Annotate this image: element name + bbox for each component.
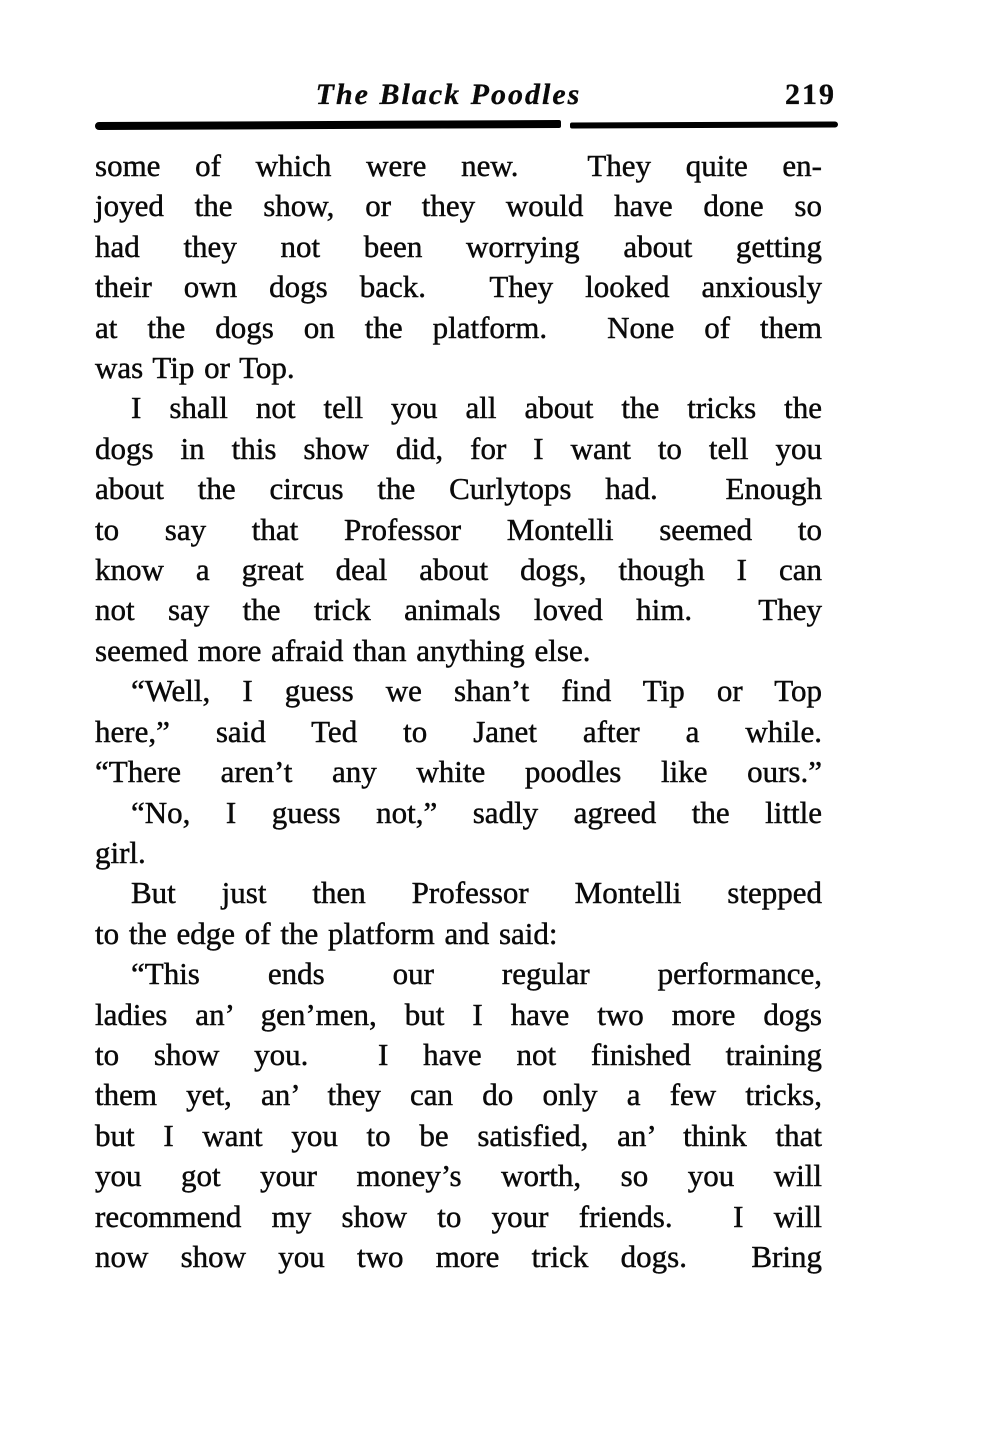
header-rule-right-segment — [570, 122, 838, 129]
text-line: But just then Professor Montelli stepped — [131, 875, 822, 911]
text-line: recommend my show to your friends. I will — [95, 1198, 822, 1234]
text-line: at the dogs on the platform. None of them — [95, 309, 822, 345]
text-line: some of which were new. They quite en- — [95, 148, 822, 183]
text-line: I shall not tell you all about the tricks the — [131, 390, 822, 426]
chapter-title: The Black Poodles — [315, 78, 582, 111]
text-line: to the edge of the platform and said: — [95, 915, 558, 951]
text-line: their own dogs back. They looked anxiously — [95, 269, 822, 305]
text-line: them yet, an’ they can do only a few tricks, — [95, 1077, 822, 1113]
paragraph — [95, 954, 822, 1277]
page-number: 219 — [785, 78, 836, 111]
text-line: ladies an’ gen’men, but I have two more dogs — [95, 996, 822, 1032]
text-line: now show you two more trick dogs. Bring — [95, 1238, 822, 1274]
paragraph — [95, 873, 822, 954]
text-line: here,” said Ted to Janet after a while. — [95, 713, 822, 749]
text-line: was Tip or Top. — [95, 350, 295, 386]
text-line: “Well, I guess we shan’t find Tip or Top — [131, 673, 822, 709]
paragraph — [95, 388, 822, 671]
paragraph — [95, 671, 822, 792]
text-line: to show you. I have not finished training — [95, 1036, 822, 1072]
text-line: joyed the show, or they would have done so — [95, 188, 822, 224]
text-line: to say that Professor Montelli seemed to — [95, 511, 822, 547]
paragraph — [95, 146, 822, 388]
text-line: you got your money’s worth, so you will — [95, 1158, 822, 1194]
text-line: about the circus the Curlytops had. Enough — [95, 471, 822, 507]
text-line: “This ends our regular performance, — [131, 956, 822, 992]
text-line: “No, I guess not,” sadly agreed the little — [131, 794, 822, 830]
text-line: but I want you to be satisfied, an’ think that — [95, 1117, 822, 1153]
page-text — [95, 146, 822, 1277]
text-line: seemed more afraid than anything else. — [95, 632, 591, 668]
header-rule-left-segment — [95, 120, 561, 130]
paragraph — [95, 793, 822, 874]
text-line: “There aren’t any white poodles like ours.” — [95, 754, 822, 790]
text-line: not say the trick animals loved him. They — [95, 592, 822, 628]
text-line: know a great deal about dogs, though I can — [95, 552, 822, 588]
running-header — [95, 76, 836, 114]
text-line: girl. — [95, 834, 146, 870]
text-line: had they not been worrying about getting — [95, 228, 822, 264]
text-line: dogs in this show did, for I want to tell you — [95, 430, 822, 466]
page-content — [95, 76, 836, 1277]
header-rule — [95, 121, 838, 129]
